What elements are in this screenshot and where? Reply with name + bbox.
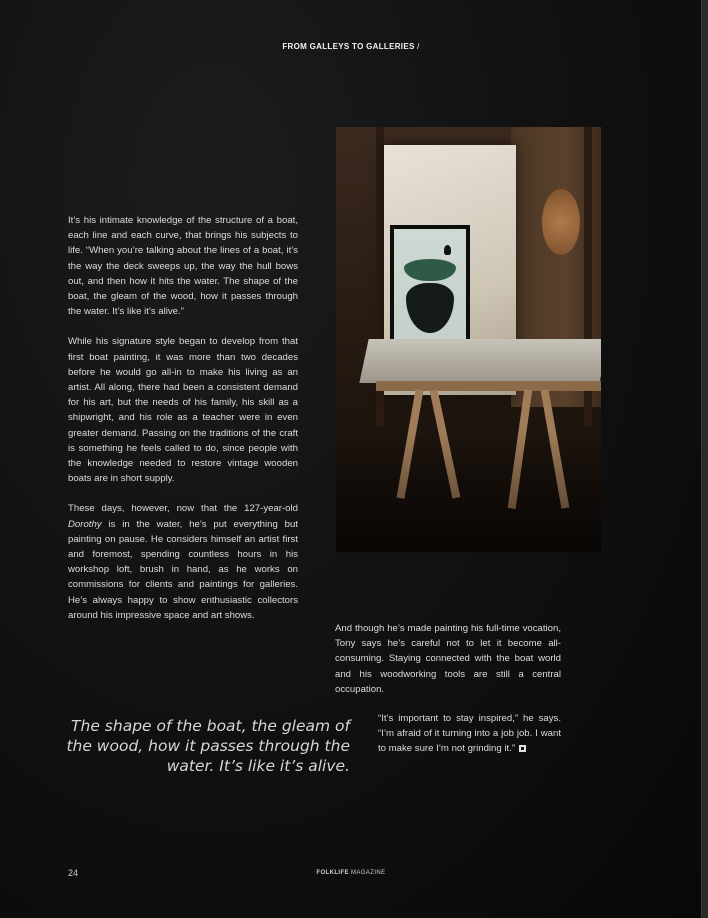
section-header bbox=[0, 42, 702, 51]
paragraph-5-text: “It’s important to stay inspired,” he says. “I’m afraid of it turning into a job job. I want to make sure I’m not grinding it.” bbox=[378, 713, 561, 755]
boat-name: Dorothy bbox=[68, 518, 102, 530]
paragraph-4: And though he’s made painting his full-time vocation, Tony says he’s careful not to let it become all-consuming. Staying connected with the boat world and his woodworking tools are still a central occupation. bbox=[335, 623, 561, 695]
page-number: 24 bbox=[68, 868, 79, 878]
paragraph-3-lead: These days, however, now that the 127-year-old bbox=[68, 503, 298, 515]
floor-shadow bbox=[336, 432, 601, 552]
workbench-edge bbox=[376, 381, 601, 391]
article-column-right bbox=[335, 621, 561, 712]
paragraph-3 bbox=[68, 501, 298, 623]
pull-quote: The shape of the boat, the gleam of the wood, how it passes through the water. It’s like it’s alive. bbox=[66, 717, 350, 775]
boat-painting bbox=[390, 225, 470, 349]
magazine-label: MAGAZINE bbox=[348, 870, 386, 876]
section-separator: / bbox=[417, 42, 420, 51]
paragraph-3-rest: is in the water, he’s put everything but painting on pause. He considers himself an artist first and foremost, spending countless hours in his workshop loft, brush in hand, as he works on commissions for clients and paintings for galleries. He’s always happy to show enthusiastic collectors around his impressive space and art shows. bbox=[68, 518, 298, 621]
magazine-footer bbox=[0, 870, 702, 876]
workshop-photo bbox=[336, 127, 601, 552]
section-title: FROM GALLEYS TO GALLERIES bbox=[282, 42, 415, 51]
magazine-name: FOLKLIFE bbox=[316, 870, 349, 876]
paragraph-1: It’s his intimate knowledge of the structure of a boat, each line and each curve, that brings his subjects to life. “When you’re talking about the lines of a boat, it’s the way the deck sweeps up, the way the hull bows out, and then how it hits the water. The shape of the boat, the gleam of the wood, how it passes through the water. It’s like it’s alive.” bbox=[68, 215, 298, 318]
article-column-left bbox=[68, 213, 298, 638]
article-column-right-end bbox=[378, 711, 561, 772]
boat-reflection bbox=[406, 283, 454, 333]
paragraph-5 bbox=[378, 711, 561, 757]
page-edge bbox=[701, 0, 708, 918]
painting-canvas bbox=[394, 229, 466, 345]
end-mark-icon bbox=[519, 745, 526, 752]
workbench-top bbox=[359, 339, 601, 383]
crow-figure bbox=[444, 245, 451, 255]
wooden-roundel bbox=[542, 189, 580, 255]
green-boat bbox=[404, 259, 456, 281]
paragraph-2: While his signature style began to develop from that first boat painting, it was more than two decades before he would go all-in to make his living as an artist. All along, there had been a consistent demand for his art, but the needs of his family, his skill as a shipwright, and his role as a teacher were in even greater demand. Passing on the traditions of the craft is something he feels called to do, since people with the knowledge needed to restore vintage wooden boats are in short supply. bbox=[68, 336, 298, 485]
